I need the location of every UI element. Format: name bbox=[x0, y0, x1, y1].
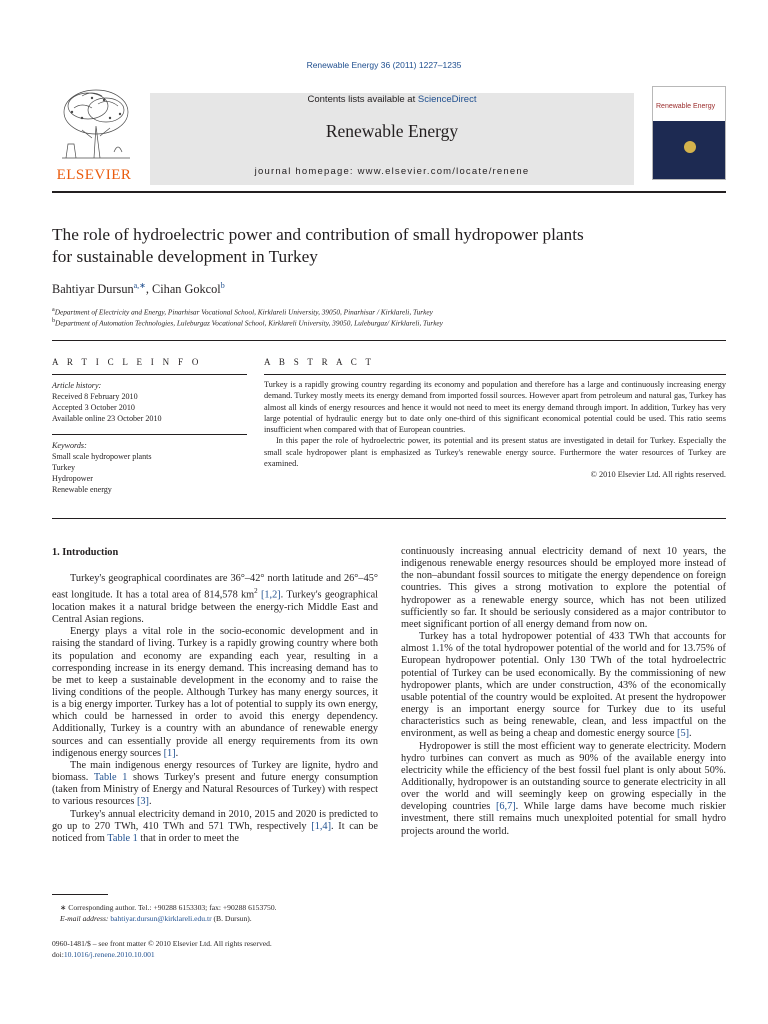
elsevier-tree-icon bbox=[52, 86, 136, 164]
body-paragraph bbox=[52, 760, 378, 809]
table-link[interactable]: Table 1 bbox=[107, 832, 138, 844]
text-run: The main indigenous energy resources of Turkey are lignite, hydro and biomass. bbox=[52, 759, 378, 784]
body-paragraph bbox=[52, 573, 378, 626]
text-run: . bbox=[175, 747, 179, 759]
email-label: E-mail address: bbox=[60, 914, 111, 923]
author-separator: , bbox=[145, 282, 153, 297]
abstract-paragraph: In this paper the role of hydroelectric power, its potential and its present status are investigated in detail for Turkey. Especially the small scale hydropower plant is emphasized as Turkey's renewable energy source. Furthermore the water resources of Turkey are examined. bbox=[264, 436, 726, 469]
author-affiliation-mark[interactable]: a,∗ bbox=[133, 281, 146, 290]
article-info-rule bbox=[52, 374, 247, 375]
contents-prefix: Contents lists available at bbox=[307, 94, 418, 105]
journal-name: Renewable Energy bbox=[325, 121, 459, 141]
cover-emblem-icon bbox=[684, 141, 696, 153]
abstract-paragraph: Turkey is a rapidly growing country regarding its economy and population and therefore has a large and continuously increasing energy demand. Turkey mostly meets its energy demand from imported fossil sources. However apart from petroleum and natural gas, Turkey has almost all kinds of energy resources and hence it would not need to meet its energy demand through import. In addition, Turkey has very large potential of hydraulic energy but to date only one-third of this significant economical potential could be used. This ratio seems insufficient when compared with that of European countries. bbox=[264, 380, 726, 435]
superscript: 2 bbox=[254, 587, 258, 596]
abstract-end-rule bbox=[52, 518, 726, 519]
author-affiliation-mark[interactable]: b bbox=[220, 281, 225, 290]
text-run: Hydropower is still the most efficient way to generate electricity. Modern hydro turbines can convert as much as 90% of the available energy into electricity while the efficiency of the best fossil fuel plant is only about 50%. Additionally, hydropower is an outstanding source to generate electricity in all over the world and will seemingly keep on growing especially in the developing countries bbox=[401, 740, 726, 813]
text-run: . Turkey's geographical location makes it a natural bridge between the energy-rich Middle East and Central Asian regions. bbox=[52, 589, 379, 626]
text-run: Turkey's geographical coordinates are 36°–42° north latitude and 26°–45° east longitude. It has a total area of 814,578 km bbox=[52, 573, 378, 601]
email-link[interactable]: bahtiyar.dursun@kirklareli.edu.tr bbox=[110, 914, 212, 923]
header-rule bbox=[52, 191, 726, 193]
text-run: . While large dams have become much riskier investment, there still remains much unexploited potential for small hydro projects around the world. bbox=[401, 801, 726, 837]
text-run: . It can be noticed from bbox=[52, 820, 378, 844]
text-run: shows Turkey's present and future energy consumption (taken from Ministry of Energy and Natural Resources of Turkey) with respect to various resources bbox=[52, 772, 379, 808]
journal-cover-thumbnail[interactable] bbox=[652, 86, 726, 180]
sciencedirect-link[interactable]: ScienceDirect bbox=[417, 94, 477, 105]
text-run: Turkey's annual electricity demand in 2010, 2015 and 2020 is predicted to go up to 270 TWh, 410 TWh and 571 TWh, respectively bbox=[52, 808, 378, 832]
author-name: Cihan Gokcol bbox=[152, 282, 221, 297]
contents-line bbox=[150, 94, 634, 105]
issn-block bbox=[52, 938, 272, 960]
email-note bbox=[52, 913, 378, 924]
affiliation-text: Department of Electricity and Energy, Pinarhisar Vocational School, Kirklareli University, 39050, Pinarhisar / Kirklareli, Turkey bbox=[54, 307, 433, 317]
affiliation-a bbox=[52, 307, 433, 316]
body-column-left bbox=[52, 547, 378, 845]
abstract-copyright: © 2010 Elsevier Ltd. All rights reserved. bbox=[590, 470, 726, 480]
journal-banner bbox=[150, 93, 634, 185]
footnote-text: Corresponding author. Tel.: +90288 6153303; fax: +90288 6153750. bbox=[66, 903, 277, 912]
affiliation-b bbox=[52, 318, 443, 327]
citation-link[interactable]: [1,2] bbox=[260, 589, 281, 601]
author-name: Bahtiyar Dursun bbox=[52, 282, 134, 297]
history-label: Article history: bbox=[52, 381, 102, 390]
text-run: . bbox=[148, 796, 152, 808]
title-line-1: The role of hydroelectric power and contribution of small hydropower plants bbox=[52, 225, 584, 244]
affiliation-text: Department of Automation Technologies, Luleburgaz Vocational School, Kirklareli University, 39050, Luleburgaz/ Kirklareli, Turkey bbox=[55, 318, 443, 328]
article-history bbox=[52, 380, 247, 424]
text-run: Energy plays a vital role in the socio-economic development and in raising the standard of living. Turkey is a rapidly growing country where both its population and economy are expanding each year, resulting in a corresponding increase in its energy demand. This increasing demand has to be met to keep a sustainable development in the economy and to raise the living conditions of the people. Although Turkey has many energy sources, it is a big energy importer. Turkey has a lot of potential to supply its own energy, which could be harnessed in order to avoid this energy dependency. Additionally, Turkey is a country with an abundance of renewable energy sources and can essentially provide all energy requirements from its own indigenous energy sources bbox=[52, 626, 378, 759]
author-list bbox=[52, 281, 225, 297]
keywords-label: Keywords: bbox=[52, 441, 87, 450]
footnote-mark: ∗ bbox=[60, 903, 67, 912]
abstract-body bbox=[264, 379, 726, 481]
article-info-heading: A R T I C L E I N F O bbox=[52, 357, 202, 367]
body-paragraph bbox=[401, 631, 726, 740]
text-run: Turkey has a total hydropower potential of 433 TWh that accounts for almost 1.1% of the total hydropower potential of the world and for 13.75% of European hydropower potential. Only 130 TWh of the total hydroelectric potential of Turkey can be used economically. By the commissioning of new hydropower plants, which are under construction, 43% of the economically usable potential of the country would be exploited. At present the hydropower energy is an important energy source for Turkey due to its useful characteristics such as being renewable, clean, and less impactful on the environment, as well as being a cheap and domestic energy source bbox=[401, 631, 726, 740]
affiliation-rule bbox=[52, 340, 726, 341]
journal-homepage-link[interactable]: journal homepage: www.elsevier.com/locate/renene bbox=[254, 166, 530, 177]
history-item: Received 8 February 2010 bbox=[52, 392, 138, 401]
citation-link[interactable]: [3] bbox=[136, 796, 149, 808]
keyword-item: Small scale hydropower plants bbox=[52, 452, 152, 461]
footnote bbox=[52, 902, 378, 924]
history-rule bbox=[52, 434, 247, 435]
elsevier-logo bbox=[52, 86, 136, 184]
affiliation-mark: b bbox=[52, 318, 56, 324]
doi-line bbox=[52, 949, 272, 960]
citation-link[interactable]: [1] bbox=[163, 747, 176, 759]
body-paragraph bbox=[401, 741, 726, 838]
body-paragraph: continuously increasing annual electricity demand of next 10 years, the indigenous renewable energy resources should be employed more instead of the non–abundant fossil sources to mitigate the energy dependence on foreign countries. This gives a strong motivation to explore the potential of hydropower as a renewable energy source, which has not been utilized sufficiently so far. It should be seriously considered as a major contributor to meet significant portion of all energy demand from now on. bbox=[401, 546, 726, 630]
doi-label: doi: bbox=[52, 950, 64, 959]
keywords bbox=[52, 440, 247, 495]
issn-line: 0960-1481/$ – see front matter © 2010 Elsevier Ltd. All rights reserved. bbox=[52, 939, 272, 948]
citation-link[interactable]: [1,4] bbox=[311, 820, 332, 832]
affiliation-mark: a bbox=[52, 307, 55, 313]
footnote-rule bbox=[52, 894, 108, 895]
table-link[interactable]: Table 1 bbox=[93, 772, 128, 784]
keyword-item: Renewable energy bbox=[52, 485, 112, 494]
citation-link[interactable]: [6,7] bbox=[495, 801, 516, 813]
journal-citation-link[interactable]: Renewable Energy 36 (2011) 1227–1235 bbox=[306, 60, 462, 70]
abstract-heading: A B S T R A C T bbox=[264, 357, 375, 367]
body-paragraph bbox=[52, 626, 378, 760]
citation-link[interactable]: [5] bbox=[677, 728, 690, 740]
keyword-item: Hydropower bbox=[52, 474, 93, 483]
doi-link[interactable]: 10.1016/j.renene.2010.10.001 bbox=[63, 950, 155, 959]
corresponding-author-note bbox=[52, 902, 378, 913]
elsevier-wordmark: ELSEVIER bbox=[56, 167, 132, 183]
cover-title: Renewable Energy bbox=[656, 103, 716, 110]
text-run: that in order to meet the bbox=[137, 832, 239, 844]
body-column-right bbox=[401, 546, 726, 838]
section-heading: 1. Introduction bbox=[52, 547, 119, 558]
text-run: . bbox=[689, 728, 692, 740]
history-item: Accepted 3 October 2010 bbox=[52, 403, 135, 412]
history-item: Available online 23 October 2010 bbox=[52, 414, 162, 423]
body-paragraph bbox=[52, 809, 378, 845]
article-title bbox=[52, 224, 726, 268]
keyword-item: Turkey bbox=[52, 463, 76, 472]
email-suffix: (B. Dursun). bbox=[211, 914, 252, 923]
abstract-rule bbox=[264, 374, 726, 375]
title-line-2: for sustainable development in Turkey bbox=[52, 247, 318, 266]
